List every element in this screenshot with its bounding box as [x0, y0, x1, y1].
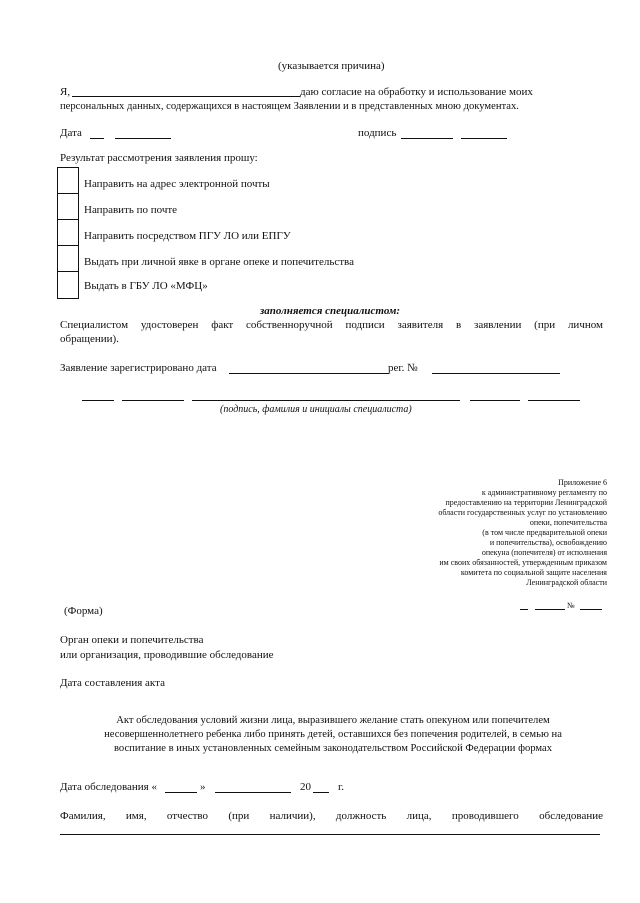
- appendix-line: опекуна (попечителя) от исполнения: [481, 548, 607, 557]
- act-title-line2: несовершеннолетнего ребенка либо принять детей, оставшихся без попечения родителей, в семью на: [104, 729, 562, 740]
- act-title-line3: воспитание в иных установленных семейным законодательством Российской Федерации формах: [113, 743, 553, 754]
- appendix-line: предоставлению на территории Ленинградской: [445, 498, 607, 507]
- appendix-date-line-1[interactable]: [520, 609, 528, 610]
- option-label-email: Направить на адрес электронной почты: [84, 178, 270, 190]
- option-checkbox-portal[interactable]: [57, 219, 79, 247]
- appendix-date-line-2[interactable]: [535, 609, 565, 610]
- appendix-number-label: №: [567, 601, 575, 610]
- specialist-text-line1: Специалистом удостоверен факт собственноручной подписи заявителя в заявлении (при личном: [60, 319, 603, 331]
- option-label-portal: Направить посредством ПГУ ЛО или ЕПГУ: [84, 230, 291, 242]
- specialist-line-2[interactable]: [122, 400, 184, 401]
- consent-line2: персональных данных, содержащихся в настоящем Заявлении и в представленных мною документах.: [60, 101, 519, 112]
- signature-name-line[interactable]: [461, 138, 507, 139]
- appendix-line: Ленинградской области: [526, 578, 607, 587]
- specialist-caption: (подпись, фамилия и инициалы специалиста): [220, 404, 412, 415]
- appendix-number-line[interactable]: [580, 609, 602, 610]
- appendix-line: опеки, попечительства: [529, 518, 607, 527]
- act-date-label: Дата составления акта: [60, 677, 165, 689]
- survey-year-suffix: г.: [338, 781, 345, 793]
- option-label-post: Направить по почте: [84, 204, 178, 216]
- reg-number-line[interactable]: [432, 373, 560, 374]
- survey-year-line[interactable]: [313, 792, 329, 793]
- appendix-line: Приложение 6: [558, 478, 607, 487]
- appendix-block: [360, 478, 607, 588]
- option-label-in-person: Выдать при личной явке в органе опеке и попечительства: [84, 256, 354, 268]
- fio-line: Фамилия, имя, отчество (при наличии), должность лица, проводившего обследование: [60, 810, 603, 822]
- specialist-heading: заполняется специалистом:: [260, 305, 401, 317]
- appendix-line: и попечительства), освобождению: [489, 538, 607, 547]
- survey-date-label: Дата обследования «: [60, 781, 157, 793]
- registered-label: Заявление зарегистрировано дата: [60, 362, 217, 374]
- fio-fill-line[interactable]: [60, 834, 600, 835]
- org-line2: или организация, проводившие обследование: [60, 649, 274, 661]
- appendix-line: (в том числе предварительной опеки: [482, 528, 607, 537]
- specialist-line-5[interactable]: [528, 400, 580, 401]
- survey-day-line[interactable]: [165, 792, 197, 793]
- appendix-line: им своих обязанностей, утвержденным приказом: [439, 558, 607, 567]
- signature-line[interactable]: [401, 138, 453, 139]
- option-checkbox-in-person[interactable]: [57, 245, 79, 273]
- date-day-line[interactable]: [90, 138, 104, 139]
- applicant-name-line[interactable]: [72, 96, 300, 97]
- specialist-text-line2: обращении).: [60, 333, 119, 345]
- survey-month-line[interactable]: [215, 792, 291, 793]
- consent-line1: даю согласие на обработку и использование моих: [300, 86, 533, 98]
- sign-label: подпись: [358, 127, 397, 139]
- survey-year-prefix: 20: [300, 781, 311, 793]
- act-title-line1: Акт обследования условий жизни лица, выразившего желание стать опекуном или попечителем: [116, 715, 550, 726]
- appendix-line: к административному регламенту по: [481, 488, 607, 497]
- org-line1: Орган опеки и попечительства: [60, 634, 204, 646]
- survey-quote-close: »: [200, 781, 206, 793]
- appendix-line: области государственных услуг по установлению: [438, 508, 607, 517]
- specialist-line-4[interactable]: [470, 400, 520, 401]
- option-checkbox-email[interactable]: [57, 167, 79, 195]
- reg-number-label: рег. №: [388, 362, 418, 374]
- form-label: (Форма): [64, 605, 103, 617]
- consent-prefix: Я,: [60, 86, 71, 98]
- reason-note: (указывается причина): [278, 60, 385, 72]
- option-checkbox-post[interactable]: [57, 193, 79, 221]
- registered-date-line[interactable]: [229, 373, 389, 374]
- option-checkbox-mfc[interactable]: [57, 271, 79, 299]
- specialist-line-1[interactable]: [82, 400, 114, 401]
- date-month-line[interactable]: [115, 138, 171, 139]
- specialist-line-3[interactable]: [192, 400, 460, 401]
- date-label: Дата: [60, 127, 82, 139]
- appendix-line: комитета по социальной защите населения: [460, 568, 607, 577]
- option-label-mfc: Выдать в ГБУ ЛО «МФЦ»: [84, 280, 208, 292]
- result-title: Результат рассмотрения заявления прошу:: [60, 152, 258, 164]
